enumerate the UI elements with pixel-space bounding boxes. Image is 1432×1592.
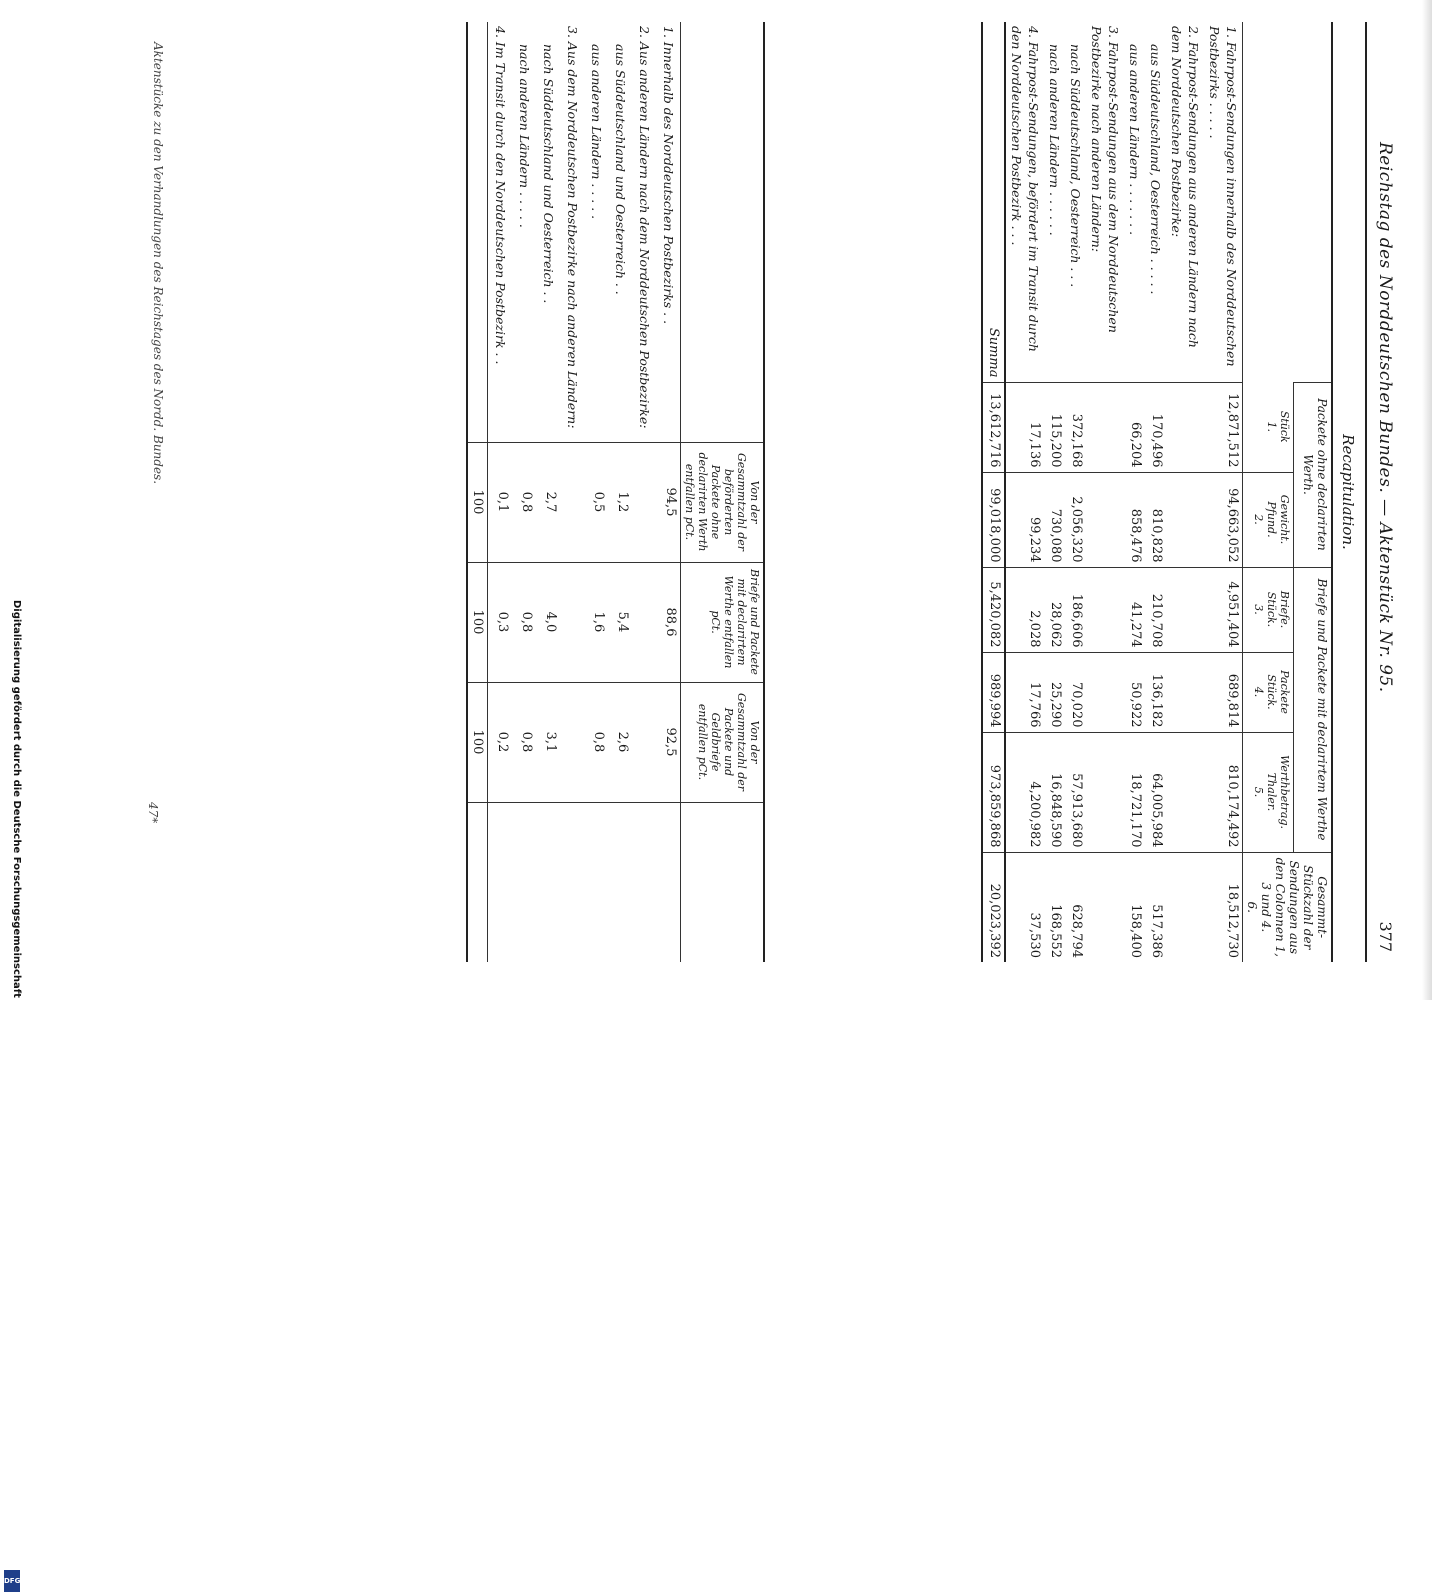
subheader-label: Packete Stück. [1265,670,1292,714]
cell: 136,182 [1145,652,1166,732]
cell [1166,732,1204,852]
table-row [536,22,560,962]
cell: 92,5 [656,682,681,802]
table-row [512,22,536,962]
cell: 17,136 [1005,382,1044,472]
cell: 170,496 [1145,382,1166,472]
table-row [1204,22,1243,962]
cell [1086,567,1124,652]
table-row [1005,22,1044,962]
cell: 1,2 [608,442,632,562]
recapitulation-table [981,22,1333,962]
row-label: 3. Fahrpost-Sendungen aus dem Norddeutschen Postbezirke nach anderen Ländern: [1089,26,1121,333]
cell: 70,020 [1065,652,1086,732]
cell: 517,386 [1145,852,1166,962]
cell: 4,0 [536,562,560,682]
cell [560,562,584,682]
cell: 2,7 [536,442,560,562]
cell: 0,8 [512,682,536,802]
sum-cell: 973,859,868 [982,732,1005,852]
page-header [1365,22,1405,962]
cell [608,802,632,962]
credit-text: Digitalisierung gefördert durch die Deutsche Forschungsgemeinschaft [11,600,22,998]
row-label: nach Süddeutschland und Oesterreich . . [541,44,556,304]
cell: 1,6 [584,562,608,682]
cell [560,442,584,562]
table-row [1044,22,1065,962]
cell: 12,871,512 [1204,382,1243,472]
table-row [584,22,608,962]
cell: 689,814 [1204,652,1243,732]
cell [1086,732,1124,852]
cell: 2,028 [1005,567,1044,652]
table-row [1166,22,1204,962]
subheader-num: 2. [1252,514,1266,525]
cell [488,802,513,962]
subheader-cell [1243,652,1295,732]
cell: 41,274 [1124,567,1145,652]
cell: 168,552 [1044,852,1065,962]
pct-header: Von der Gesammtzahl der Packete und Geldbriefe entfallen pCt. [681,682,765,802]
sum-cell: 989,994 [982,652,1005,732]
cell: 810,174,492 [1204,732,1243,852]
cell: 0,1 [488,442,513,562]
header-group-undeclared: Packete ohne declarirten Werth. [1294,382,1332,567]
cell [1086,852,1124,962]
cell: 64,005,984 [1145,732,1166,852]
total-cell: 100 [467,562,488,682]
sum-row [982,22,1005,962]
subheader-label: Gewicht. Pfund. [1265,494,1292,545]
subheader-cell [1243,472,1295,567]
cell: 858,476 [1124,472,1145,567]
cell: 99,234 [1005,472,1044,567]
cell [632,562,656,682]
footnote: Aktenstücke zu den Verhandlungen des Reichstages des Nordd. Bundes. [151,42,165,485]
sum-label: Summa [982,22,1005,382]
cell: 810,828 [1145,472,1166,567]
cell: 0,5 [584,442,608,562]
percentage-header-row [681,22,765,962]
cell: 158,400 [1124,852,1145,962]
sum-cell: 13,612,716 [982,382,1005,472]
dfg-logo-icon: DFG [4,1570,20,1592]
row-label: aus anderen Ländern . . . . . [589,44,604,220]
table-row [632,22,656,962]
cell: 25,290 [1044,652,1065,732]
cell [632,682,656,802]
page-title: Reichstag des Norddeutschen Bundes. — Aktenstück Nr. 95. [1375,142,1395,693]
subheader-label: Werthbetrag. Thaler. [1265,754,1292,829]
footer-page-number: 47* [146,802,160,824]
header-total [1243,852,1333,962]
row-label: 2. Aus anderen Ländern nach dem Norddeutschen Postbezirke: [637,26,652,429]
header-group-declared: Briefe und Packete mit declarirtem Werthe [1294,567,1332,852]
subheader-num: 4. [1252,686,1266,698]
percentage-table [466,22,765,962]
table-header-row [1294,22,1332,962]
sum-cell: 99,018,000 [982,472,1005,567]
cell: 0,2 [488,682,513,802]
table-row [488,22,513,962]
row-label: 4. Im Transit durch den Norddeutschen Postbezirk . . [493,26,508,365]
cell [1166,852,1204,962]
cell [584,802,608,962]
cell: 88,6 [656,562,681,682]
sum-cell: 20,023,392 [982,852,1005,962]
cell [560,802,584,962]
row-label: nach anderen Ländern . . . . . [517,44,532,228]
cell [1166,472,1204,567]
cell: 0,8 [512,442,536,562]
subheader-num: 3. [1252,604,1266,615]
cell [536,802,560,962]
total-row [467,22,488,962]
subheader-label: Briefe. Stück. [1265,590,1292,629]
cell: 17,766 [1005,652,1044,732]
subheader-label: Stück [1278,410,1292,443]
row-label: 1. Fahrpost-Sendungen innerhalb des Norddeutschen Postbezirks . . . . . [1204,22,1243,382]
pct-header: Briefe und Packete mit declarirtem Werthe entfallen pCt. [681,562,765,682]
cell: 18,721,170 [1124,732,1145,852]
pct-label-header [681,22,765,442]
cell: 94,5 [656,442,681,562]
cell [656,802,681,962]
cell: 0,3 [488,562,513,682]
row-label: aus Süddeutschland, Oesterreich . . . . . [1148,44,1163,295]
table-row [560,22,584,962]
cell: 730,080 [1044,472,1065,567]
table-row [1124,22,1145,962]
page-edge [1422,0,1432,1000]
subheader-cell [1243,567,1295,652]
pct-empty-header [681,802,765,962]
cell [1166,567,1204,652]
page-number: 377 [1376,921,1395,952]
cell: 628,794 [1065,852,1086,962]
rotated-page-content [75,22,1405,962]
row-label: nach Süddeutschland, Oesterreich . . . [1068,44,1083,288]
cell: 372,168 [1065,382,1086,472]
cell: 0,8 [512,562,536,682]
row-label: aus anderen Ländern . . . . . . . [1127,44,1142,236]
digitization-credit [2,600,22,1585]
cell: 186,606 [1065,567,1086,652]
sum-cell: 5,420,082 [982,567,1005,652]
cell: 2,056,320 [1065,472,1086,567]
table-row [1086,22,1124,962]
subheader-cell [1243,732,1295,852]
cell [1166,652,1204,732]
cell: 37,530 [1005,852,1044,962]
subheader-num: 5. [1252,786,1266,798]
cell: 210,708 [1145,567,1166,652]
table-row [656,22,681,962]
total-label [467,22,488,442]
cell [1086,382,1124,472]
label-header [1243,22,1333,382]
row-label: nach anderen Ländern . . . . . . [1047,44,1062,236]
cell [632,802,656,962]
cell: 66,204 [1124,382,1145,472]
table-row [1145,22,1166,962]
row-label: 3. Aus dem Norddeutschen Postbezirke nach anderen Ländern: [565,26,580,429]
table-row [1065,22,1086,962]
cell [512,802,536,962]
header-total-num: 6. [1245,901,1259,913]
cell [632,442,656,562]
cell [1086,472,1124,567]
subheader-num: 1. [1265,421,1279,432]
cell: 115,200 [1044,382,1065,472]
cell [1166,382,1204,472]
cell [1086,652,1124,732]
section-title: Recapitulation. [1339,434,1357,550]
cell: 50,922 [1124,652,1145,732]
table-row [608,22,632,962]
cell: 18,512,730 [1204,852,1243,962]
row-label: aus Süddeutschland und Oesterreich . . [613,44,628,295]
cell: 16,848,590 [1044,732,1065,852]
total-cell: 100 [467,682,488,802]
cell: 3,1 [536,682,560,802]
cell: 5,4 [608,562,632,682]
cell: 28,062 [1044,567,1065,652]
cell [467,802,488,962]
cell: 0,8 [584,682,608,802]
cell: 94,663,052 [1204,472,1243,567]
cell: 4,951,404 [1204,567,1243,652]
header-total-label: Gesammt-Stückzahl der Sendungen aus den Colonnen 1, 3 und 4. [1259,857,1329,957]
row-label: 1. Innerhalb des Norddeutschen Postbezirks . . [661,26,676,325]
row-label: 2. Fahrpost-Sendungen aus anderen Ländern nach dem Norddeutschen Postbezirke: [1169,26,1201,348]
pct-header: Von der Gesammtzahl der beförderten Packete ohne declarirten Werth entfallen pCt. [681,442,765,562]
cell: 57,913,680 [1065,732,1086,852]
cell: 4,200,982 [1005,732,1044,852]
subheader-cell [1243,382,1295,472]
row-label: 4. Fahrpost-Sendungen, befördert im Transit durch den Norddeutschen Postbezirk . . . [1009,26,1041,352]
total-cell: 100 [467,442,488,562]
cell: 2,6 [608,682,632,802]
cell [560,682,584,802]
